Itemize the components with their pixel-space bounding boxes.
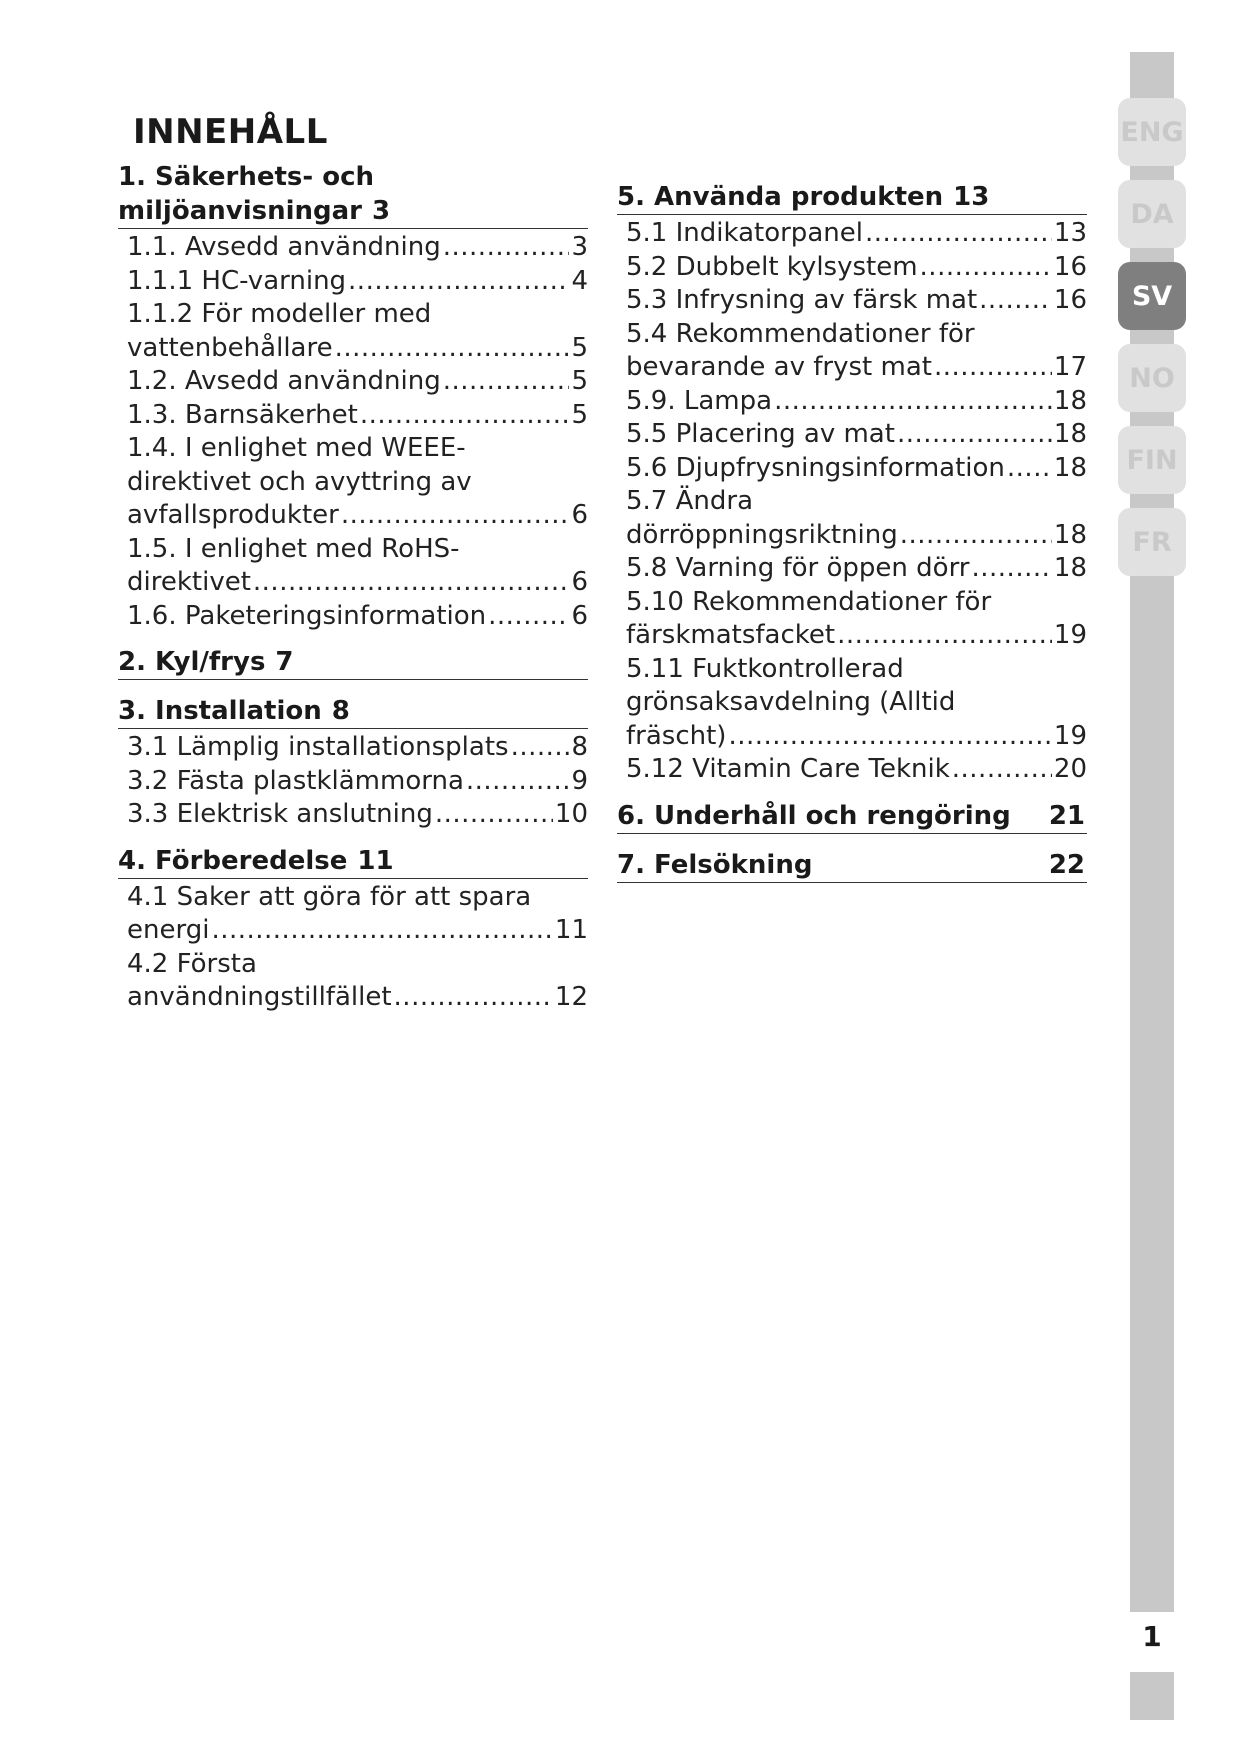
toc-entry-lastline [127,566,588,600]
toc-entry-lastline [626,720,1087,754]
toc-section-title: 1. Säkerhets- och [118,162,375,192]
toc-section[interactable] [118,645,588,680]
toc-section-title: miljöanvisningar [118,196,362,226]
toc-entry[interactable] [617,385,1087,419]
toc-entry[interactable] [118,798,588,832]
toc-entry-lastline [626,351,1087,385]
toc-entry[interactable] [118,231,588,265]
lang-tab-da[interactable]: DA [1118,180,1186,248]
toc-entry-page: 6 [571,500,588,530]
toc-section[interactable] [118,844,588,879]
toc-entry-lastline [127,399,588,433]
toc-entry[interactable] [118,265,588,299]
lang-tab-fin[interactable]: FIN [1118,426,1186,494]
toc-section-title: 2. Kyl/frys [118,647,266,677]
sidebar-footer-block [1130,1672,1174,1720]
toc-entry-lastline [127,914,588,948]
toc-dot-leader [511,731,570,765]
toc-section[interactable] [617,799,1087,834]
toc-entry[interactable] [118,731,588,765]
toc-left-column [118,160,588,1015]
toc-entry-text: bevarande av fryst mat [626,352,932,382]
toc-right-column [617,180,1087,885]
toc-entry-text: 5.8 Varning för öppen dörr [626,553,970,583]
toc-dot-leader [443,365,570,399]
lang-tab-eng[interactable]: ENG [1118,98,1186,166]
toc-entry-text: avfallsprodukter [127,500,339,530]
toc-entry[interactable] [617,217,1087,251]
toc-dot-leader [435,798,553,832]
toc-dot-leader [211,914,552,948]
toc-entry-lastline [127,765,588,799]
toc-section-page: 22 [1048,849,1085,880]
toc-section[interactable] [118,694,588,729]
toc-entry[interactable] [617,318,1087,385]
toc-entry-lastline [626,619,1087,653]
toc-entry-text: fräscht) [626,720,727,751]
toc-entry-text: användningstillfället [127,982,392,1012]
toc-entry[interactable] [118,533,588,600]
page-title: INNEHÅLL [133,112,328,152]
toc-entry[interactable] [617,653,1087,754]
toc-entry-text: färskmatsfacket [626,620,836,650]
toc-entry[interactable] [617,418,1087,452]
toc-entry-text: 5.7 Ändra [626,486,754,516]
lang-tab-no[interactable]: NO [1118,344,1186,412]
toc-section[interactable] [617,180,1087,215]
toc-entry-text: 1.3. Barnsäkerhet [127,399,358,430]
toc-entry[interactable] [617,586,1087,653]
toc-entry-page: 5 [571,332,588,363]
toc-entry-text: 3.1 Lämplig installationsplats [127,732,509,762]
toc-entry-text: 4.1 Saker att göra för att spara [127,881,532,912]
toc-entry-text: 5.10 Rekommendationer för [626,586,992,617]
toc-entry-text: 5.6 Djupfrysningsinformation [626,452,1005,483]
toc-entry-page: 16 [1053,251,1087,282]
toc-section-title: 3. Installation [118,696,322,726]
toc-entry-lastline [626,418,1087,452]
toc-dot-leader [488,600,569,634]
toc-entry-page: 3 [571,232,588,262]
toc-section-page: 11 [357,845,394,876]
section-spacer [118,832,588,844]
toc-entry-page: 6 [571,600,588,631]
toc-section[interactable] [118,160,588,229]
toc-entry-page: 11 [554,915,588,945]
toc-dot-leader [900,519,1052,553]
toc-entry-text: 5.2 Dubbelt kylsystem [626,251,918,282]
toc-entry-page: 17 [1053,352,1087,382]
toc-entry-lastline [127,332,588,366]
lang-tab-fr[interactable]: FR [1118,508,1186,576]
section-spacer [118,633,588,645]
toc-entry-page: 18 [1053,385,1087,416]
toc-entry-text: 5.12 Vitamin Care Teknik [626,754,950,784]
toc-entry[interactable] [118,948,588,1015]
toc-dot-leader [348,265,569,299]
toc-entry[interactable] [617,251,1087,285]
toc-entry-lastline [626,217,1087,251]
toc-entry-page: 5 [571,366,588,396]
toc-entry-lastline [626,284,1087,318]
toc-entry-page: 20 [1053,754,1087,784]
toc-entry-lastline [626,552,1087,586]
toc-dot-leader [341,499,570,533]
toc-dot-leader [443,231,570,265]
toc-entry[interactable] [617,452,1087,486]
toc-entry[interactable] [617,753,1087,787]
toc-dot-leader [728,720,1051,754]
toc-section-page: 13 [953,182,990,212]
toc-section-title: 5. Använda produkten [617,182,944,212]
toc-entry[interactable] [118,881,588,948]
toc-entry-text: 5.3 Infrysning av färsk mat [626,285,978,315]
toc-entry-page: 18 [1053,519,1087,550]
section-spacer [617,787,1087,799]
toc-entry-lastline [127,231,588,265]
toc-entry-text: 1.6. Paketeringsinformation [127,600,487,631]
toc-entry-page: 9 [571,765,588,796]
toc-entry-lastline [127,981,588,1015]
toc-entry-text: 5.5 Placering av mat [626,419,895,449]
toc-entry-text: 3.3 Elektrisk anslutning [127,799,433,829]
lang-tab-sv[interactable]: SV [1118,262,1186,330]
toc-entry-page: 10 [554,799,588,829]
toc-entry-text: 5.4 Rekommendationer för [626,318,975,349]
toc-entry-text: 1.1.2 För modeller med [127,299,432,329]
toc-section-page: 3 [372,196,391,226]
toc-entry-lastline [626,452,1087,486]
toc-entry[interactable] [118,432,588,533]
toc-entry[interactable] [617,284,1087,318]
toc-entry-text: 1.4. I enlighet med WEEE- [127,433,466,463]
toc-entry-text: 5.1 Indikatorpanel [626,218,863,248]
toc-entry-text: grönsaksavdelning (Alltid [626,687,956,717]
toc-entry-page: 16 [1053,285,1087,315]
toc-entry-page: 6 [571,567,588,597]
toc-section-title: 6. Underhåll och rengöring [617,800,1011,831]
toc-entry-lastline [127,600,588,634]
toc-entry-lastline [626,519,1087,553]
toc-entry-text: 5.11 Fuktkontrollerad [626,653,904,684]
toc-dot-leader [972,552,1052,586]
toc-section-page: 7 [275,647,294,677]
toc-entry-text: 4.2 Första [127,948,257,979]
toc-entry-page: 18 [1053,553,1087,583]
toc-entry-page: 5 [571,399,588,430]
toc-entry-text: 1.2. Avsedd användning [127,366,441,396]
toc-dot-leader [979,284,1052,318]
toc-dot-leader [952,753,1052,787]
page-number: 1 [1142,1620,1162,1653]
toc-entry[interactable] [617,485,1087,552]
toc-entry-lastline [626,753,1087,787]
section-spacer [617,836,1087,848]
toc-entry-text: direktivet och avyttring av [127,466,472,497]
toc-dot-leader [394,981,553,1015]
toc-section-title: 7. Felsökning [617,849,813,880]
toc-entry[interactable] [118,399,588,433]
toc-entry-page: 18 [1053,419,1087,449]
toc-entry-text: 3.2 Fästa plastklämmorna [127,765,464,796]
toc-entry-page: 8 [571,732,588,762]
toc-entry-page: 12 [554,982,588,1012]
toc-entry-lastline [626,385,1087,419]
toc-entry[interactable] [617,552,1087,586]
toc-entry[interactable] [118,298,588,365]
toc-entry-lastline [127,365,588,399]
toc-entry-lastline [127,731,588,765]
toc-entry-page: 19 [1053,620,1087,650]
toc-entry-text: direktivet [127,567,251,597]
toc-section-page: 8 [331,696,350,726]
toc-entry-text: energi [127,915,210,945]
toc-dot-leader [466,765,570,799]
toc-entry[interactable] [118,365,588,399]
toc-dot-leader [934,351,1052,385]
toc-entry-page: 4 [571,265,588,296]
toc-entry-page: 18 [1053,452,1087,483]
toc-dot-leader [1007,452,1052,486]
toc-entry-lastline [127,798,588,832]
toc-section-page: 21 [1048,800,1085,831]
toc-entry-text: 1.5. I enlighet med RoHS- [127,533,460,564]
toc-entry[interactable] [118,600,588,634]
toc-section[interactable] [617,848,1087,883]
toc-entry-lastline [127,499,588,533]
toc-entry-text: vattenbehållare [127,332,333,363]
toc-dot-leader [865,217,1052,251]
toc-entry-text: 5.9. Lampa [626,385,773,416]
toc-entry-page: 13 [1053,218,1087,248]
toc-entry-text: 1.1. Avsedd användning [127,232,441,262]
toc-section-title: 4. Förberedelse [118,845,348,876]
toc-entry-page: 19 [1053,720,1087,751]
toc-dot-leader [335,332,570,366]
toc-dot-leader [897,418,1052,452]
toc-entry-text: 1.1.1 HC-varning [127,265,347,296]
toc-entry-lastline [626,251,1087,285]
toc-dot-leader [253,566,570,600]
section-spacer [118,682,588,694]
toc-entry-text: dörröppningsriktning [626,519,898,550]
toc-dot-leader [360,399,570,433]
toc-dot-leader [920,251,1052,285]
toc-dot-leader [774,385,1052,419]
toc-entry[interactable] [118,765,588,799]
toc-dot-leader [837,619,1052,653]
toc-entry-lastline [127,265,588,299]
